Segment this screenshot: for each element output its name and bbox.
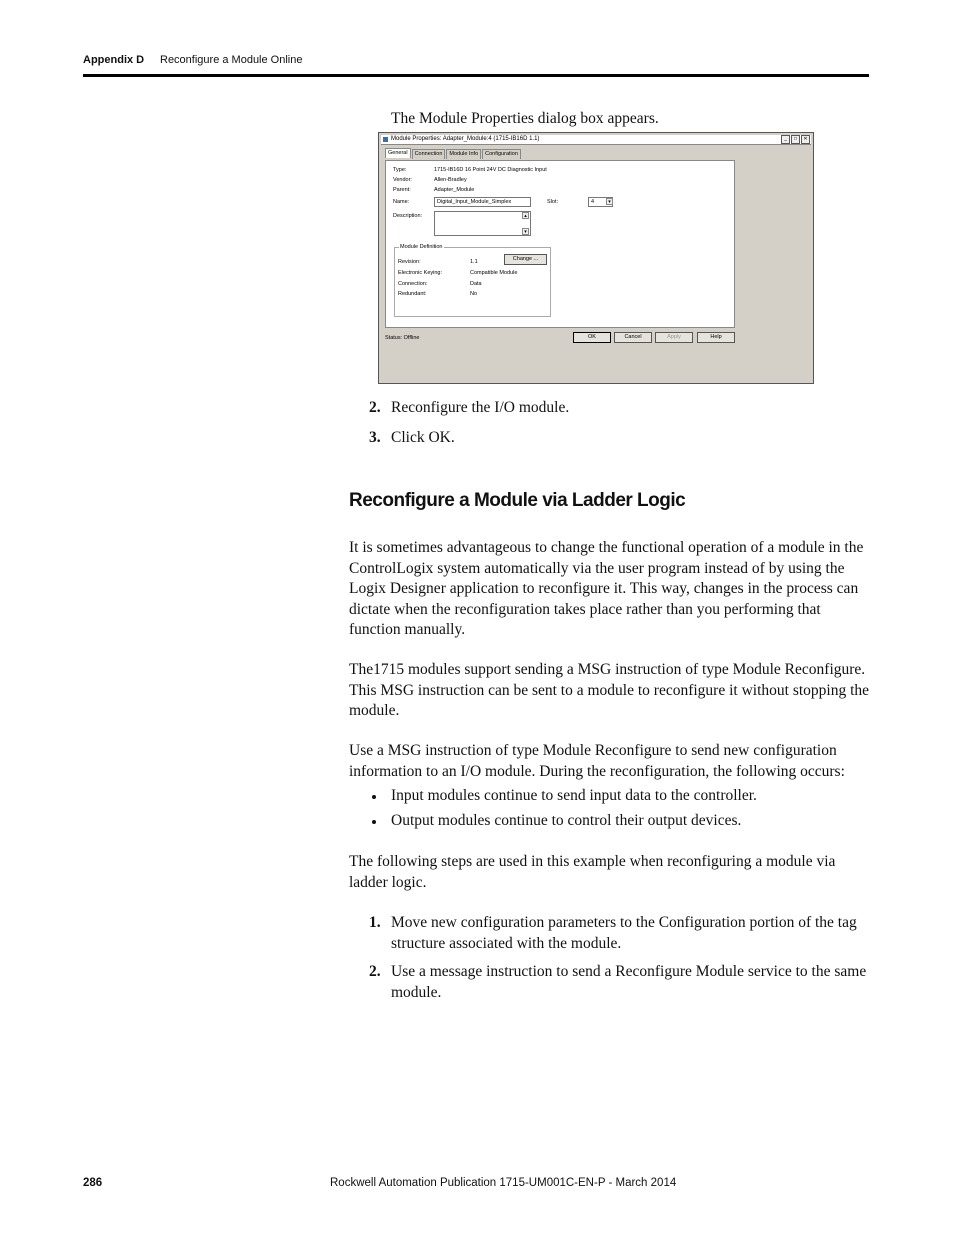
apply-button[interactable]: Apply (655, 332, 693, 343)
description-textarea[interactable] (434, 211, 531, 236)
step-number: 2. (369, 399, 381, 416)
type-label: Type: (393, 167, 407, 173)
scroll-down-icon[interactable]: ▾ (522, 228, 529, 235)
tab-strip (385, 149, 522, 159)
redundant-value: No (470, 291, 478, 297)
paragraph: It is sometimes advantageous to change the functional operation of a module in the ControlLogix system automatically via the user program instead of by using the Logix Designer application to reconfigure it. This way, changes in the process can dictate when the reconfiguration takes place rather than you performing that function manually. (349, 539, 864, 638)
step-number: 1. (369, 914, 381, 931)
step-item (369, 398, 570, 419)
general-panel (385, 160, 735, 328)
name-label: Name: (393, 199, 410, 205)
bullet-icon (372, 795, 376, 799)
step-item (369, 428, 455, 449)
status-label: Status: Offline (385, 335, 420, 341)
status-value: Offline (403, 335, 420, 341)
appendix-label: Appendix D (83, 54, 145, 66)
bullet-text: Input modules continue to send input data to the controller. (391, 787, 757, 804)
connection-label: Connection: (398, 281, 428, 287)
cancel-button[interactable]: Cancel (614, 332, 652, 343)
publication-info: Rockwell Automation Publication 1715-UM001C-EN-P - March 2014 (330, 1177, 677, 1189)
tab-connection[interactable]: Connection (412, 149, 446, 159)
description-label: Description: (393, 213, 423, 219)
paragraph: Use a MSG instruction of type Module Reconfigure to send new configuration information to an I/O module. During the reconfiguration, the following occurs: (349, 742, 845, 780)
module-properties-dialog (378, 132, 814, 384)
parent-label: Parent: (393, 187, 411, 193)
name-input[interactable]: Digital_Input_Module_Simplex (434, 197, 531, 207)
step-text: Move new configuration parameters to the Configuration portion of the tag structure associated with the module. (391, 914, 857, 952)
intro-text: The Module Properties dialog box appears. (391, 110, 659, 127)
window-icon (383, 137, 388, 142)
step-text: Use a message instruction to send a Reconfigure Module service to the same module. (391, 963, 867, 1001)
revision-label: Revision: (398, 259, 421, 265)
redundant-label: Redundant: (398, 291, 427, 297)
type-value: 1715-IB16D 16 Point 24V DC Diagnostic Input (434, 167, 547, 173)
bullet-icon (372, 820, 376, 824)
step-text: Reconfigure the I/O module. (391, 399, 570, 416)
header-rule (83, 74, 869, 77)
section-title: Reconfigure a Module Online (160, 54, 303, 66)
bullet-item (391, 786, 757, 807)
close-icon[interactable]: ✕ (801, 135, 810, 144)
maximize-icon[interactable]: □ (791, 135, 800, 144)
chevron-down-icon[interactable]: ▾ (606, 198, 613, 205)
vendor-label: Vendor: (393, 177, 412, 183)
keying-label: Electronic Keying: (398, 270, 443, 276)
ok-button[interactable]: OK (573, 332, 611, 343)
minimize-icon[interactable]: _ (781, 135, 790, 144)
paragraph: The following steps are used in this example when reconfiguring a module via ladder logic. (349, 853, 836, 891)
running-header (83, 54, 303, 66)
dialog-title-bar (381, 135, 811, 145)
module-definition-legend: Module Definition (400, 244, 443, 250)
step-item (369, 913, 869, 954)
parent-value: Adapter_Module (434, 187, 475, 193)
section-heading: Reconfigure a Module via Ladder Logic (349, 490, 686, 511)
module-definition-group (394, 244, 551, 317)
step-text: Click OK. (391, 429, 455, 446)
help-button[interactable]: Help (697, 332, 735, 343)
step-number: 3. (369, 429, 381, 446)
revision-value: 1.1 (470, 259, 478, 265)
step-number: 2. (369, 963, 381, 980)
connection-value: Data (470, 281, 482, 287)
tab-module-info[interactable]: Module Info (446, 149, 481, 159)
slot-value: 4 (591, 199, 595, 205)
dialog-title: Module Properties: Adapter_Module:4 (1715-IB16D 1.1) (391, 136, 540, 142)
step-item (369, 962, 869, 1003)
scroll-up-icon[interactable]: ▴ (522, 212, 529, 219)
bullet-text: Output modules continue to control their output devices. (391, 812, 742, 829)
page-number: 286 (83, 1177, 103, 1189)
tab-general[interactable]: General (385, 148, 411, 158)
change-button[interactable]: Change ... (504, 254, 547, 265)
paragraph: The1715 modules support sending a MSG instruction of type Module Reconfigure. This MSG instruction can be sent to a module to reconfigure it without stopping the module. (349, 661, 870, 719)
slot-label: Slot: (547, 199, 559, 205)
keying-value: Compatible Module (470, 270, 518, 276)
tab-configuration[interactable]: Configuration (482, 149, 521, 159)
vendor-value: Allen-Bradley (434, 177, 467, 183)
bullet-item (391, 811, 741, 832)
